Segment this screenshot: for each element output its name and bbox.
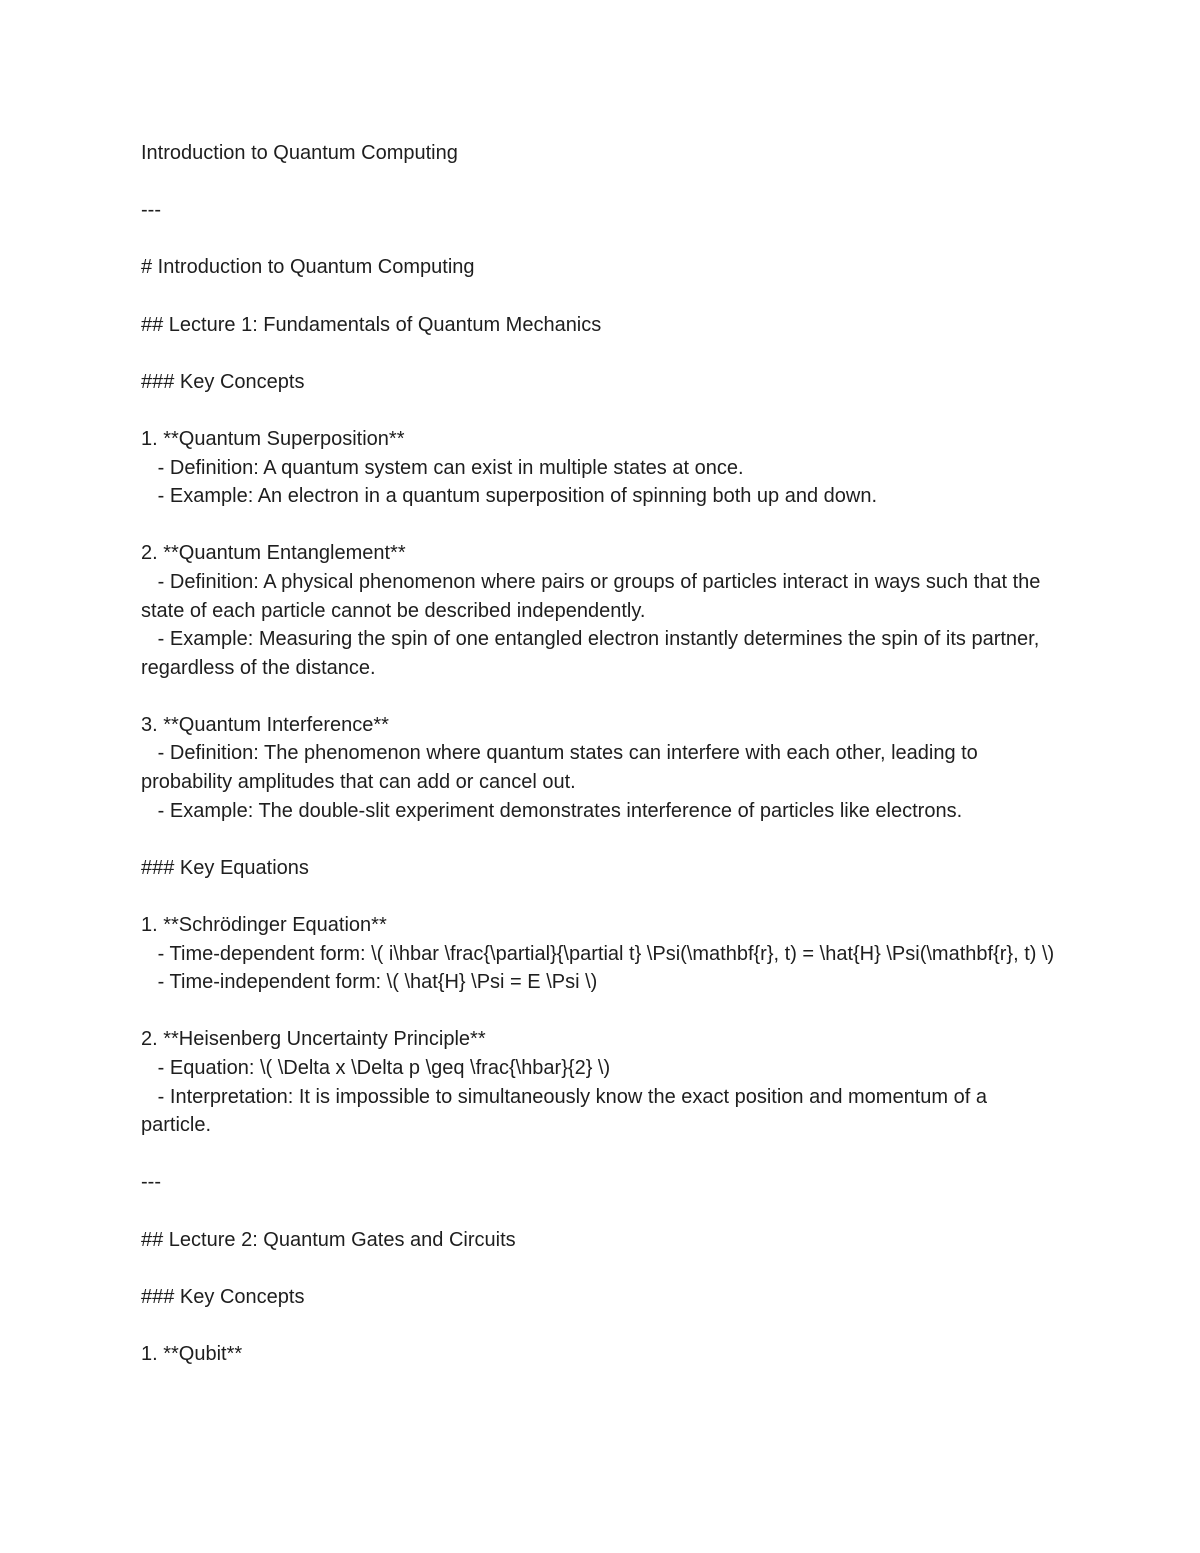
concept-title: 1. **Qubit** [141, 1342, 243, 1365]
lecture-2-heading: ## Lecture 2: Quantum Gates and Circuits [141, 1228, 516, 1251]
concept-example: - Example: An electron in a quantum superposition of spinning both up and down. [141, 485, 878, 508]
key-concepts-heading: ### Key Concepts [141, 1285, 305, 1308]
concept-example: - Example: Measuring the spin of one entangled electron instantly determines the spin of its partner, regardless of the distance. [141, 628, 1045, 679]
blank-line [141, 825, 1061, 854]
blank-line [141, 1197, 1061, 1226]
equation-line: - Equation: \( \Delta x \Delta p \geq \frac{\hbar}{2} \) [141, 1057, 611, 1079]
blank-line [141, 511, 1061, 540]
equation-line: - Time-independent form: \( \hat{H} \Psi = E \Psi \) [141, 971, 598, 994]
concept-title: 2. **Quantum Entanglement** [141, 542, 406, 565]
lecture-1-heading: ## Lecture 1: Fundamentals of Quantum Mechanics [141, 313, 602, 336]
separator: --- [141, 1171, 161, 1194]
blank-line [141, 1311, 1061, 1340]
blank-line [141, 882, 1061, 911]
blank-line [141, 225, 1061, 254]
concept-definition: - Definition: A quantum system can exist in multiple states at once. [141, 456, 744, 479]
blank-line [141, 168, 1061, 197]
separator: --- [141, 199, 161, 222]
key-concepts-heading: ### Key Concepts [141, 370, 305, 393]
blank-line [141, 396, 1061, 425]
concept-example: - Example: The double-slit experiment demonstrates interference of particles like electrons. [141, 799, 963, 822]
equation-title: 2. **Heisenberg Uncertainty Principle** [141, 1028, 486, 1051]
document-title: Introduction to Quantum Computing [141, 142, 458, 164]
blank-line [141, 1140, 1061, 1169]
concept-definition: - Definition: The phenomenon where quantum states can interfere with each other, leading to probability amplitudes that can add or cancel out. [141, 742, 984, 794]
blank-line [141, 682, 1061, 711]
blank-line [141, 1254, 1061, 1283]
heading-h1: # Introduction to Quantum Computing [141, 256, 475, 279]
equation-title: 1. **Schrödinger Equation** [141, 914, 387, 937]
blank-line [141, 339, 1061, 368]
key-equations-heading: ### Key Equations [141, 856, 309, 879]
concept-title: 3. **Quantum Interference** [141, 713, 389, 736]
blank-line [141, 282, 1061, 311]
equation-line: - Time-dependent form: \( i\hbar \frac{\partial}{\partial t} \Psi(\mathbf{r}, t) = \hat{H} \Psi(\mathbf{r}, t) \) [141, 942, 1055, 965]
document-page [141, 139, 1061, 1369]
blank-line [141, 997, 1061, 1026]
concept-title: 1. **Quantum Superposition** [141, 427, 405, 450]
concept-definition: - Definition: A physical phenomenon where pairs or groups of particles interact in ways such that the state of each particle cannot be described independently. [141, 570, 1046, 622]
equation-line: - Interpretation: It is impossible to simultaneously know the exact position and momentum of a particle. [141, 1085, 993, 1137]
